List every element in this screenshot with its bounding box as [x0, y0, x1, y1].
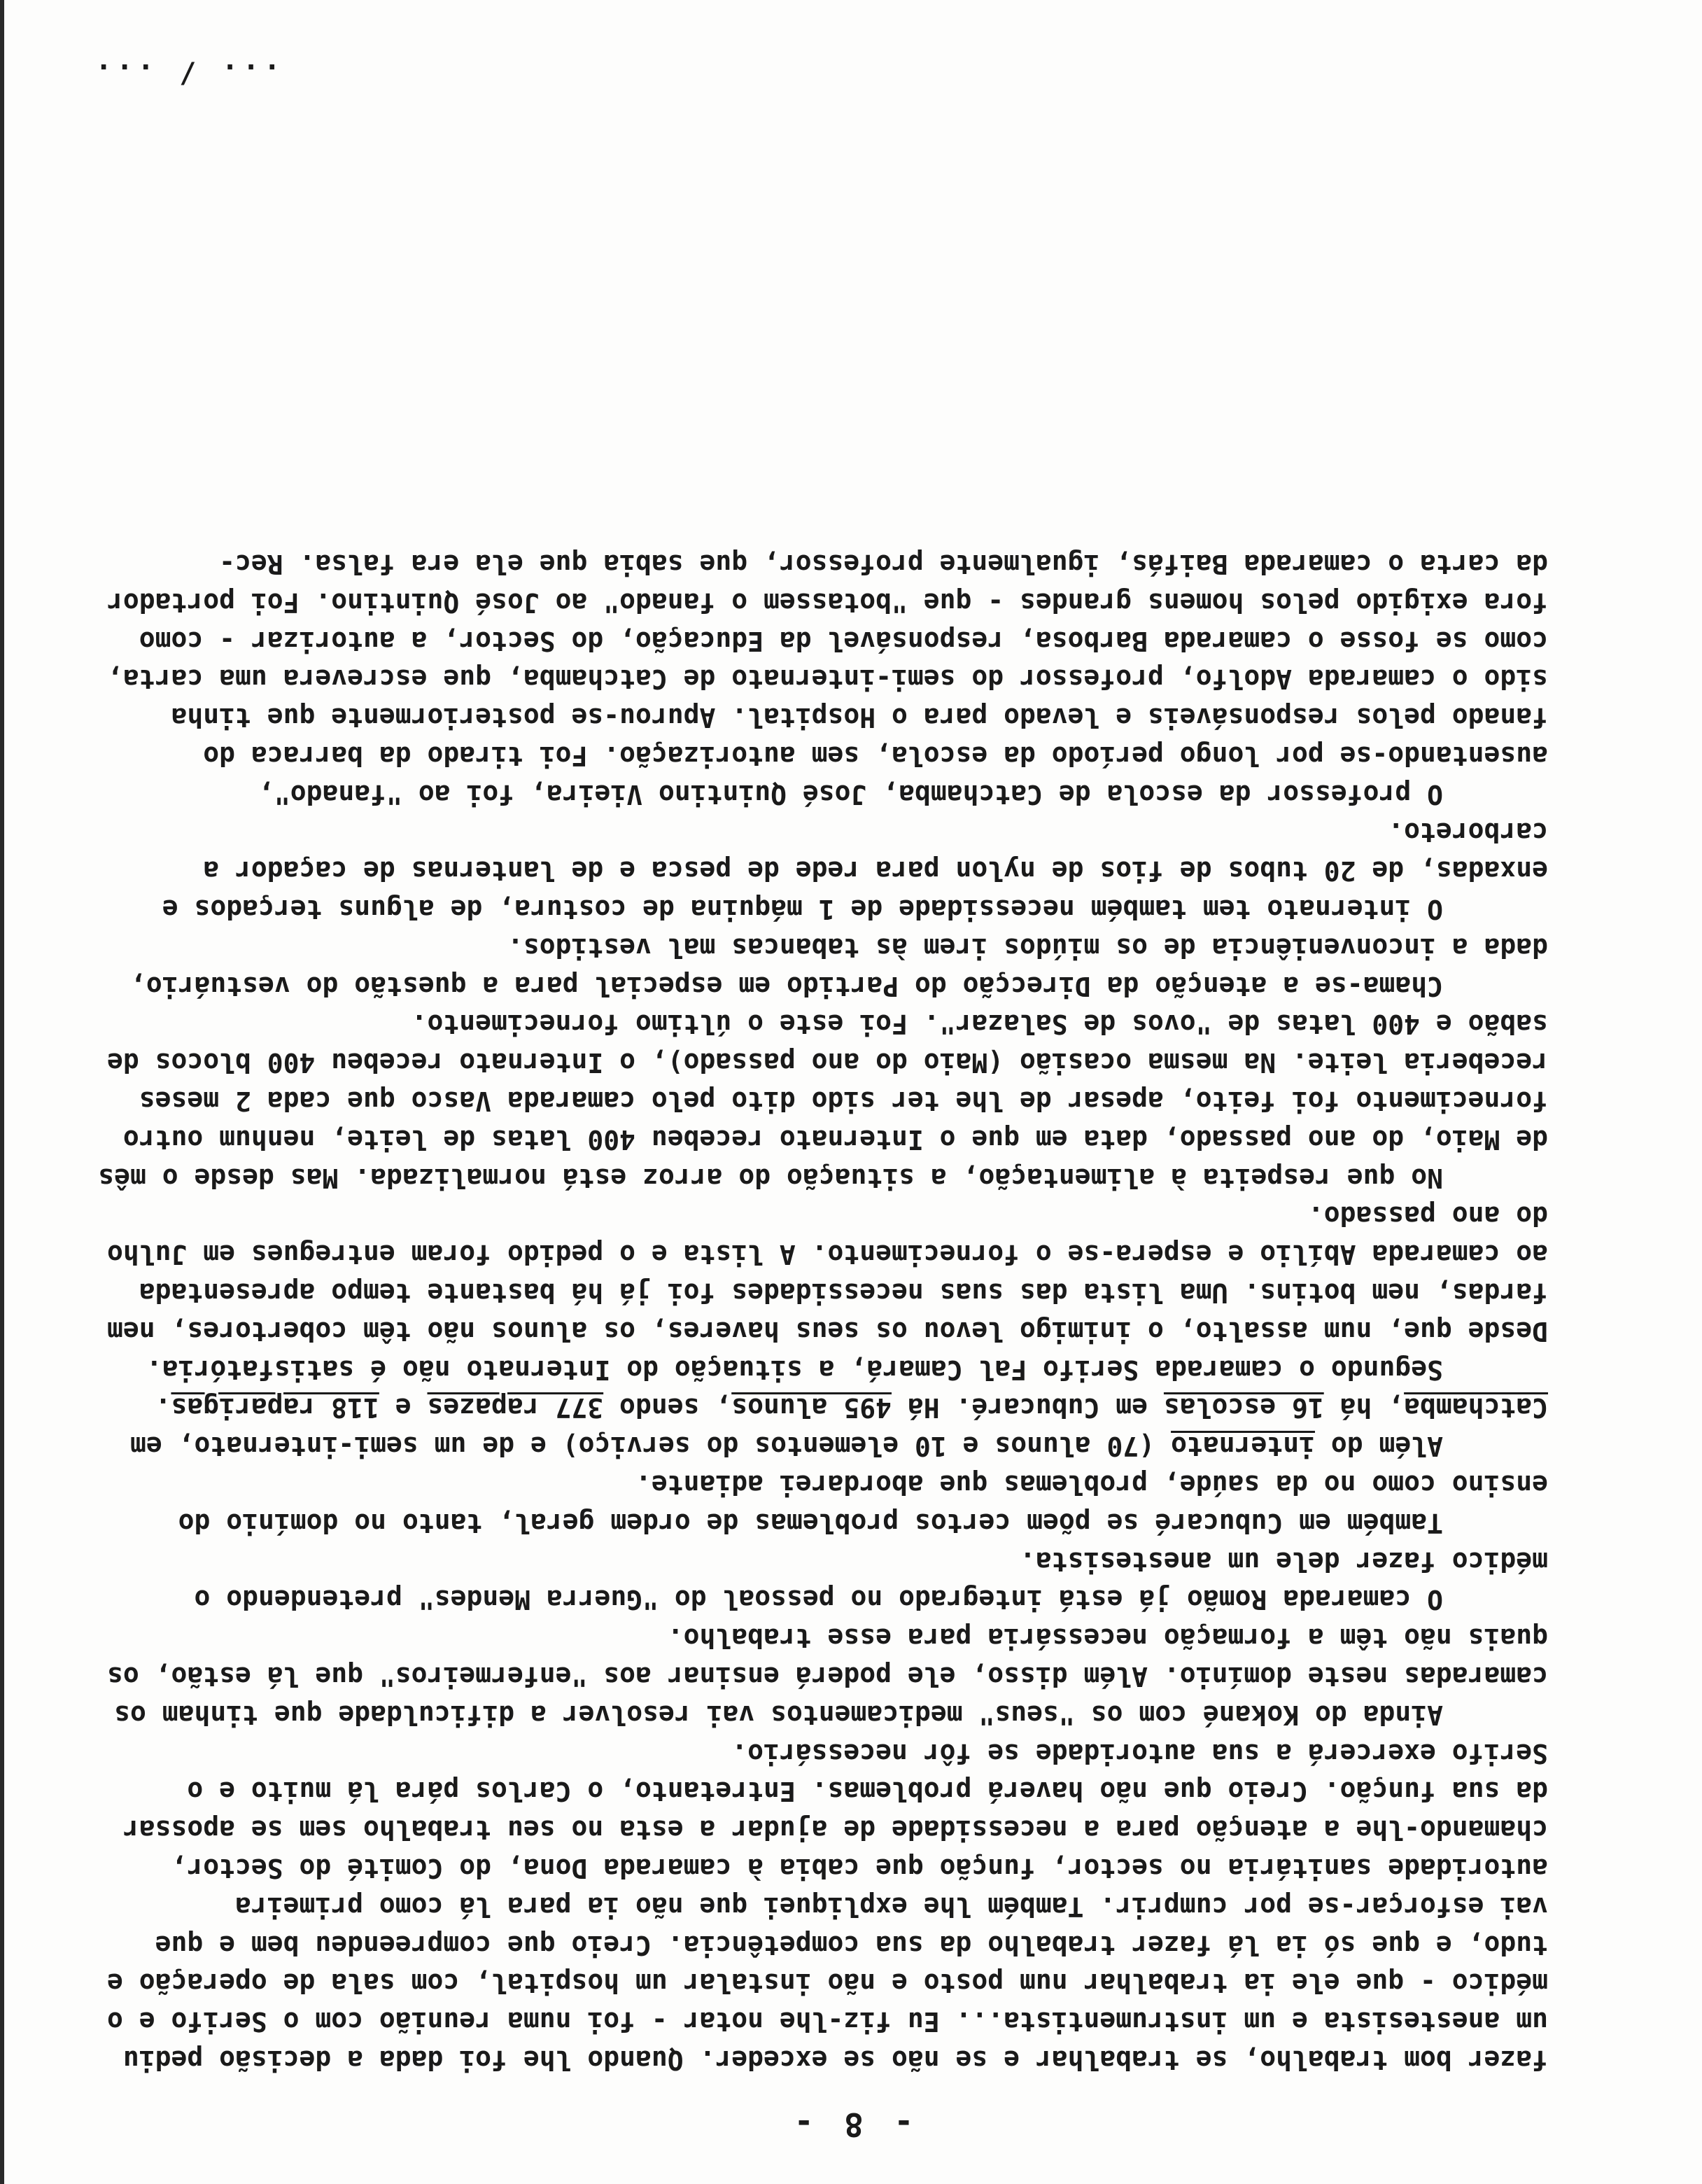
text-run: Além do	[1314, 1431, 1443, 1462]
continuation-marker: ... / ...	[91, 57, 281, 90]
paragraph: Ainda do Kokané com os "seus" medicamentos vai resolver a dificuldade que tinham os camaradas neste domínio. Além disso, ele poderá ensinar aos "enfermeiros" que lá estão, os quais não têm a formação necessária para esse trabalho.	[106, 1623, 1548, 1730]
underlined-text: 118 raparigas	[171, 1392, 379, 1424]
page-number: - 8 -	[788, 2106, 914, 2143]
paragraph: No que respeita à alimentação, a situação do arroz está normalizada. Mas desde o mês de Maio, do ano passado, data em que o Internato recebeu 400 latas de leite, nenhum outro fornecimento foi feito, apesar de lhe ter sido dito pelo camarada Vasco que cada 2 meses receberia leite. Na mesma ocasião (Maio do ano passado), o Internato recebeu 400 blocos de sabão e 400 latas de "ovos de Salazar". Foi este o último fornecimento.	[98, 1009, 1548, 1194]
underlined-text: 16 escolas	[1163, 1392, 1324, 1424]
paragraph: O internato tem também necessidade de 1 máquina de costura, de alguns terçados e enxadas, de 20 tubos de fios de nylon para rede de pesca e de lanternas de caçador a carboreto.	[162, 817, 1548, 925]
paragraph-school-stats	[92, 1389, 1548, 1466]
text-run: (70 alunos e 10 elementos do serviço) e de um semi-internato, em	[129, 1431, 1172, 1462]
underlined-text: 495 alunos	[731, 1392, 892, 1424]
underlined-text: Catchamba	[1404, 1392, 1548, 1424]
underlined-text: internato	[1171, 1431, 1315, 1462]
paragraph: fazer bom trabalho, se trabalhar e se não se exceder. Quando lhe foi dada a decisão pediu um anestesista e um instrumentista... Eu fiz-lhe notar - foi numa reunião com o Serifo e o médico - que ele ia trabalhar num posto e não instalar um hospital, com sala de operação e tudo, e que só ia lá fazer trabalho da sua competência. Creio que compreendeu bem e que vai esforçar-se por cumprir. Também lhe expliquei que não ia para lá como primeira autoridade sanitária no sector, função que cabia à camarada Dona, do Comité do Sector, chamando-lhe a atenção para a necessidade de ajudar a esta no seu trabalho sem se apossar da sua função. Creio que não haverá problemas. Entretanto, o Carlos pára lá muito e o Serifo exercerá a sua autoridade se fôr necessário.	[106, 1737, 1548, 2076]
paragraph: Chama-se a atenção da Direcção do Partido em especial para a questão do vestuário, dada a inconveniência de os miúdos irem às tabancas mal vestidos.	[130, 932, 1548, 1002]
text-run: .	[155, 1392, 171, 1424]
typewritten-body	[92, 545, 1548, 2079]
text-run: em Cubucaré. Há	[891, 1392, 1164, 1424]
text-run: , sendo	[603, 1392, 732, 1424]
underlined-text: 377 rapazes	[427, 1392, 604, 1424]
text-run: e	[379, 1392, 428, 1424]
text-run: , há	[1323, 1392, 1405, 1424]
paragraph: Segundo o camarada Serifo Fal Camará, a situação do Internato não é satisfatória. Desde que, num assalto, o inimigo levou os seus haveres, os alunos não têm cobertores, nem fardas, nem botins. Uma lista das suas necessidades foi já há bastante tempo apresentada ao camarada Abílio e espera-se o fornecimento. A lista e o pedido foram entregues em Julho do ano passado.	[106, 1200, 1548, 1385]
paragraph: Também em Cubucaré se põem certos problemas de ordem geral, tanto no domínio do ensino como no da saúde, problemas que abordarei adiante.	[178, 1469, 1548, 1539]
paragraph: O camarada Romão já está integrado no pessoal do "Guerra Mendes" pretendendo o médico fazer dele um anestesista.	[194, 1546, 1548, 1616]
paragraph: O professor da escola de Catchamba, José Quintino Vieira, foi ao "fanado", ausentando-se por longo período da escola, sem autorização. Foi tirado da barraca do fanado pelos responsáveis e levado para o Hospital. Apurou-se posteriormente que tinha sido o camarada Adolfo, professor do semi-internato de Catchamba, que escrevera uma carta, como se fosse o camarada Barbosa, responsável da Educação, do Sector, a autorizar - como fora exigido pelos homens grandes - que "botassem o fanado" ao José Quintino. Foi portador da carta o camarada Baifás, igualmente professor, que sabia que ela era falsa. Rec-	[106, 548, 1548, 810]
